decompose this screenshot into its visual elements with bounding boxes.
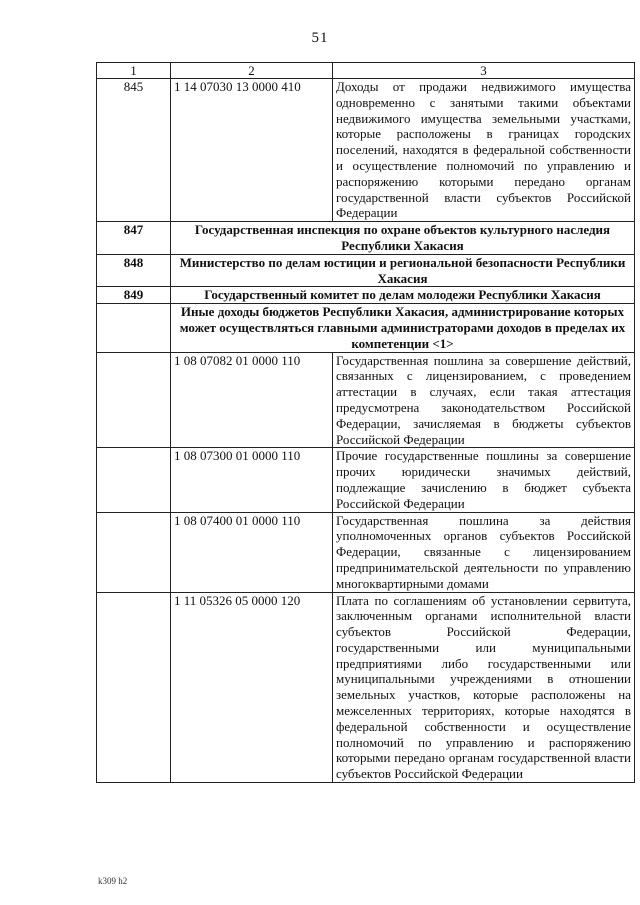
admin-code: 848 xyxy=(97,254,171,287)
table-row xyxy=(97,79,635,222)
administrator-title: Государственный комитет по делам молодежи Республики Хакасия xyxy=(171,287,635,304)
table-row xyxy=(97,592,635,783)
admin-code: 847 xyxy=(97,222,171,255)
revenue-description: Доходы от продажи недвижимого имущества одновременно с занятыми такими объектами недвижимого имущества земельными участками, которые расположены в границах городских поселений, находятся в федеральной собственности и осуществление полномочий по управлению и распоряжению которыми передано органам государственной власти субъектов Российской Федерации xyxy=(333,79,635,222)
column-header-3: 3 xyxy=(333,63,635,79)
table-row xyxy=(97,287,635,304)
revenue-code: 1 14 07030 13 0000 410 xyxy=(171,79,333,222)
admin-code xyxy=(97,592,171,783)
table-row xyxy=(97,254,635,287)
table-row xyxy=(97,222,635,255)
table-row xyxy=(97,512,635,592)
revenue-code: 1 08 07400 01 0000 110 xyxy=(171,512,333,592)
revenue-description: Плата по соглашениям об установлении сервитута, заключенным органами исполнительной власти субъектов Российской Федерации, государственными или муниципальными предприятиями либо государственными или муниципальными учреждениями в отношении земельных участков, которые расположены на межселенных территориях, которые находятся в федеральной собственности и осуществление полномочий по управлению и распоряжению которыми передано органам государственной власти субъектов Российской Федерации xyxy=(333,592,635,783)
revenue-description: Государственная пошлина за совершение действий, связанных с лицензированием, с проведением аттестации в случаях, если такая аттестация предусмотрена законодательством Российской Федерации, зачисляемая в бюджеты субъектов Российской Федерации xyxy=(333,352,635,448)
administrator-title: Государственная инспекция по охране объектов культурного наследия Республики Хакасия xyxy=(171,222,635,255)
admin-code xyxy=(97,512,171,592)
page-number: 51 xyxy=(311,30,329,46)
revenue-description: Государственная пошлина за действия уполномоченных органов субъектов Российской Федерации, связанные с лицензированием предпринимательской деятельности по управлению многоквартирными домами xyxy=(333,512,635,592)
column-header-1: 1 xyxy=(97,63,171,79)
administrator-title: Министерство по делам юстиции и региональной безопасности Республики Хакасия xyxy=(171,254,635,287)
revenue-table xyxy=(96,62,635,783)
table-row xyxy=(97,448,635,512)
footer-code: k309 h2 xyxy=(98,876,128,886)
revenue-code: 1 08 07082 01 0000 110 xyxy=(171,352,333,448)
column-header-2: 2 xyxy=(171,63,333,79)
admin-code xyxy=(97,448,171,512)
revenue-code: 1 08 07300 01 0000 110 xyxy=(171,448,333,512)
table-header-row xyxy=(97,63,635,79)
section-title: Иные доходы бюджетов Республики Хакасия, администрирование которых может осуществляться главными администраторами доходов в пределах их компетенции <1> xyxy=(171,304,635,352)
admin-code: 849 xyxy=(97,287,171,304)
revenue-code: 1 11 05326 05 0000 120 xyxy=(171,592,333,783)
admin-code xyxy=(97,304,171,352)
table-row xyxy=(97,352,635,448)
revenue-description: Прочие государственные пошлины за совершение прочих юридически значимых действий, подлежащие зачислению в бюджет субъекта Российской Федерации xyxy=(333,448,635,512)
admin-code: 845 xyxy=(97,79,171,222)
admin-code xyxy=(97,352,171,448)
table-row xyxy=(97,304,635,352)
